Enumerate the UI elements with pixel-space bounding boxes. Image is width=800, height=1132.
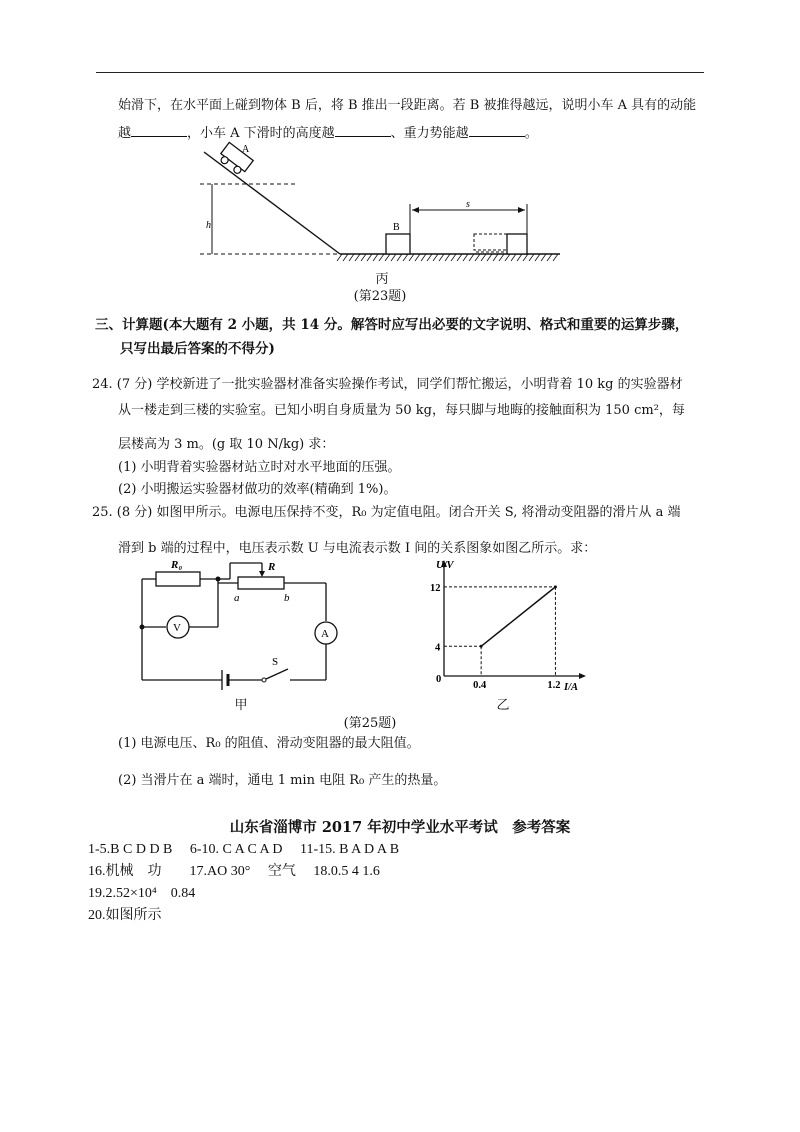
- label-R0: R₀: [171, 559, 183, 571]
- series-line: [481, 587, 555, 646]
- q23-line1: 始滑下，在水平面上碰到物体 B 后，将 B 推出一段距离。若 B 被推得越远，说明小车 A 具有的动能: [118, 98, 697, 113]
- fig25-sub-yi: 乙: [496, 698, 510, 713]
- y-axis-label: U/V: [436, 560, 454, 571]
- x-tick-label: 0.4: [473, 680, 487, 691]
- q23-text-b: ，小车 A 下滑时的高度越: [187, 126, 335, 141]
- data-point-0: [480, 645, 483, 648]
- answer-blank-3: [469, 124, 525, 137]
- q24-part1: (1) 小明背着实验器材站立时对水平地面的压强。: [118, 460, 401, 475]
- q23-text-a: 越: [118, 126, 132, 141]
- figure-23-incline: [190, 138, 570, 273]
- label-h: h: [206, 220, 211, 231]
- x-axis-arrow: [579, 673, 586, 679]
- answers-title: 山东省淄博市 2017 年初中学业水平考试 参考答案: [229, 819, 571, 836]
- fig25-sub-jia: 甲: [234, 698, 248, 713]
- y-tick-label: 4: [435, 642, 441, 654]
- switch-label-S: S: [272, 656, 279, 668]
- x-axis-label: I/A: [564, 682, 579, 693]
- answers-row-2: 16.机械 功 17.AO 30° 空气 18.0.5 4 1.6: [88, 864, 380, 879]
- label-B: B: [393, 222, 400, 233]
- q25-part1: (1) 电源电压、R₀ 的阻值、滑动变阻器的最大阻值。: [118, 736, 420, 751]
- answers-row-3: 19.2.52×10⁴ 0.84: [88, 886, 196, 901]
- section3-title-cont: 只写出最后答案的不得分): [120, 341, 275, 357]
- data-point-1: [554, 585, 557, 588]
- fig25-caption: (第25题): [343, 716, 397, 731]
- q23-text-c: 、重力势能越: [390, 126, 469, 141]
- label-A: A: [242, 144, 250, 155]
- fig23-sub-label: 丙: [375, 272, 389, 287]
- ammeter-symbol: A: [321, 628, 329, 640]
- top-rule: [96, 72, 704, 73]
- q24-line3: 层楼高为 3 m。(g 取 10 N/kg) 求：: [118, 437, 335, 452]
- q24-line1: 24. (7 分) 学校新进了一批实验器材准备实验操作考试，同学们帮忙搬运，小明背着 10 kg 的实验器材: [92, 377, 683, 392]
- y-tick-label: 12: [430, 582, 441, 594]
- x-tick-label: 1.2: [547, 680, 561, 691]
- answer-blank-1: [131, 124, 187, 137]
- q24-part2: (2) 小明搬运实验器材做功的效率(精确到 1%)。: [118, 482, 397, 497]
- q23-text-d: 。: [524, 126, 538, 141]
- voltmeter-symbol: V: [173, 622, 181, 634]
- q25-line1: 25. (8 分) 如图甲所示。电源电压保持不变，R₀ 为定值电阻。闭合开关 S, 将滑动变阻器的滑片从 a 端: [92, 505, 681, 520]
- origin-label: 0: [436, 674, 442, 685]
- label-a: a: [234, 592, 240, 604]
- figure-25-graph: [420, 558, 590, 698]
- label-R: R: [268, 561, 276, 573]
- q25-part2: (2) 当滑片在 a 端时，通电 1 min 电阻 R₀ 产生的热量。: [118, 773, 447, 788]
- q24-line2: 从一楼走到三楼的实验室。已知小明自身质量为 50 kg，每只脚与地晦的接触面积为 150 cm²，每: [118, 403, 685, 418]
- section3-title: 三、计算题(本大题有 2 小题，共 14 分。解答时应写出必要的文字说明、格式和重要的运算步骤，: [95, 317, 689, 333]
- label-s: s: [466, 199, 470, 210]
- q25-line2: 滑到 b 端的过程中，电压表示数 U 与电流表示数 I 间的关系图象如图乙所示。求：: [118, 541, 597, 556]
- answers-row-4: 20.如图所示: [88, 908, 162, 923]
- fig23-caption: (第23题): [353, 289, 407, 304]
- figure-25-circuit: [126, 555, 356, 715]
- label-b: b: [284, 592, 290, 604]
- answers-row-1: 1-5.B C D D B 6-10. C A C A D 11-15. B A D A B: [88, 842, 400, 857]
- answer-blank-2: [335, 124, 391, 137]
